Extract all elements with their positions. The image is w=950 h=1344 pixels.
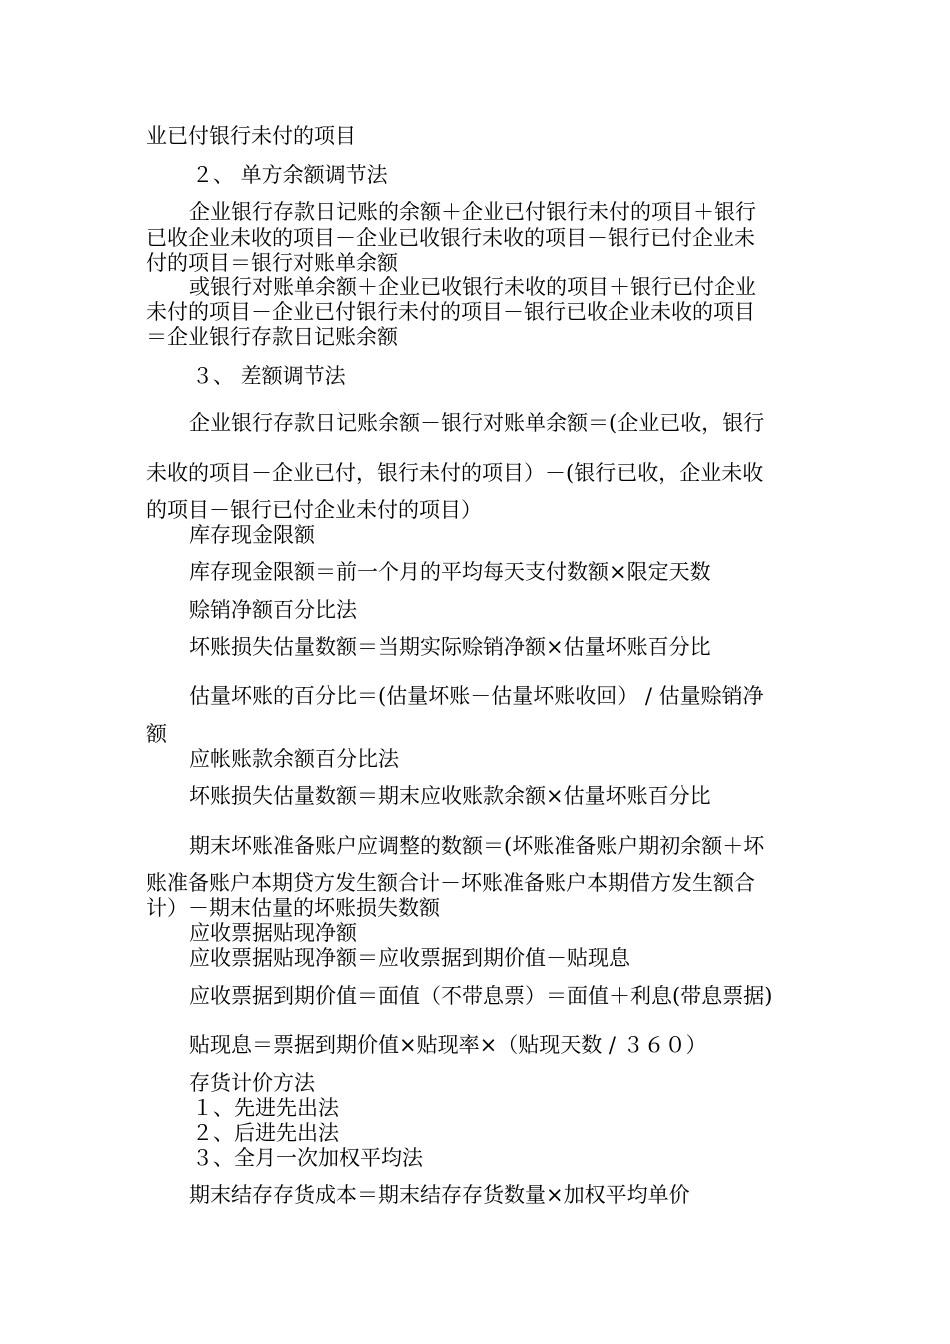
text-line-26: 应收票据到期价值＝面值（不带息票）＝面值＋利息(带息票据) — [189, 984, 773, 1008]
text-line-23: 计）－期末估量的坏账损失数额 — [146, 896, 440, 920]
text-line-20: 坏账损失估量数额＝期末应收账款余额×估量坏账百分比 — [189, 784, 711, 808]
text-line-4: 已收企业未收的项目－企业已收银行未收的项目－银行已付企业未 — [146, 226, 755, 250]
text-line-32: 期末结存存货成本＝期末结存存货数量×加权平均单价 — [189, 1183, 690, 1207]
text-line-11: 未收的项目－企业已付，银行未付的项目）－(银行已收，企业未收 — [146, 461, 764, 485]
text-line-6: 或银行对账单余额＋企业已收银行未收的项目＋银行已付企业 — [189, 275, 756, 299]
text-line-17: 估量坏账的百分比＝(估量坏账－估量坏账收回） / 估量赊销净 — [189, 684, 764, 708]
heading-difference-method: ３、 差额调节法 — [192, 364, 346, 388]
text-line-1: 业已付银行未付的项目 — [146, 124, 356, 148]
list-item-lifo: ２、后进先出法 — [192, 1121, 339, 1145]
text-line-25: 应收票据贴现净额＝应收票据到期价值－贴现息 — [189, 946, 630, 970]
text-line-18: 额 — [146, 722, 167, 746]
heading-credit-sales-percentage: 赊销净额百分比法 — [189, 598, 357, 622]
text-line-14: 库存现金限额＝前一个月的平均每天支付数额×限定天数 — [189, 560, 711, 584]
text-line-5: 付的项目＝银行对账单余额 — [146, 251, 398, 275]
heading-inventory-valuation: 存货计价方法 — [189, 1071, 315, 1095]
heading-cash-limit: 库存现金限额 — [189, 523, 315, 547]
text-line-7: 未付的项目－企业已付银行未付的项目－银行已收企业未收的项目 — [146, 300, 755, 324]
text-line-22: 账准备账户本期贷方发生额合计－坏账准备账户本期借方发生额合 — [146, 871, 755, 895]
list-item-weighted-average: ３、全月一次加权平均法 — [192, 1146, 423, 1170]
text-line-12: 的项目－银行已付企业未付的项目） — [146, 498, 482, 522]
heading-receivables-percentage: 应帐账款余额百分比法 — [189, 747, 399, 771]
list-item-fifo: １、先进先出法 — [192, 1096, 339, 1120]
text-line-10: 企业银行存款日记账余额－银行对账单余额＝(企业已收，银行 — [189, 411, 765, 435]
text-line-8: ＝企业银行存款日记账余额 — [146, 325, 398, 349]
heading-single-balance-method: ２、 单方余额调节法 — [192, 163, 388, 187]
text-line-16: 坏账损失估量数额＝当期实际赊销净额×估量坏账百分比 — [189, 635, 711, 659]
heading-notes-discount: 应收票据贴现净额 — [189, 921, 357, 945]
text-line-21: 期末坏账准备账户应调整的数额＝(坏账准备账户期初余额＋坏 — [189, 834, 765, 858]
text-line-3: 企业银行存款日记账的余额＋企业已付银行未付的项目＋银行 — [189, 200, 756, 224]
text-line-27: 贴现息＝票据到期价值×贴现率×（贴现天数 / ３６０） — [189, 1033, 707, 1057]
